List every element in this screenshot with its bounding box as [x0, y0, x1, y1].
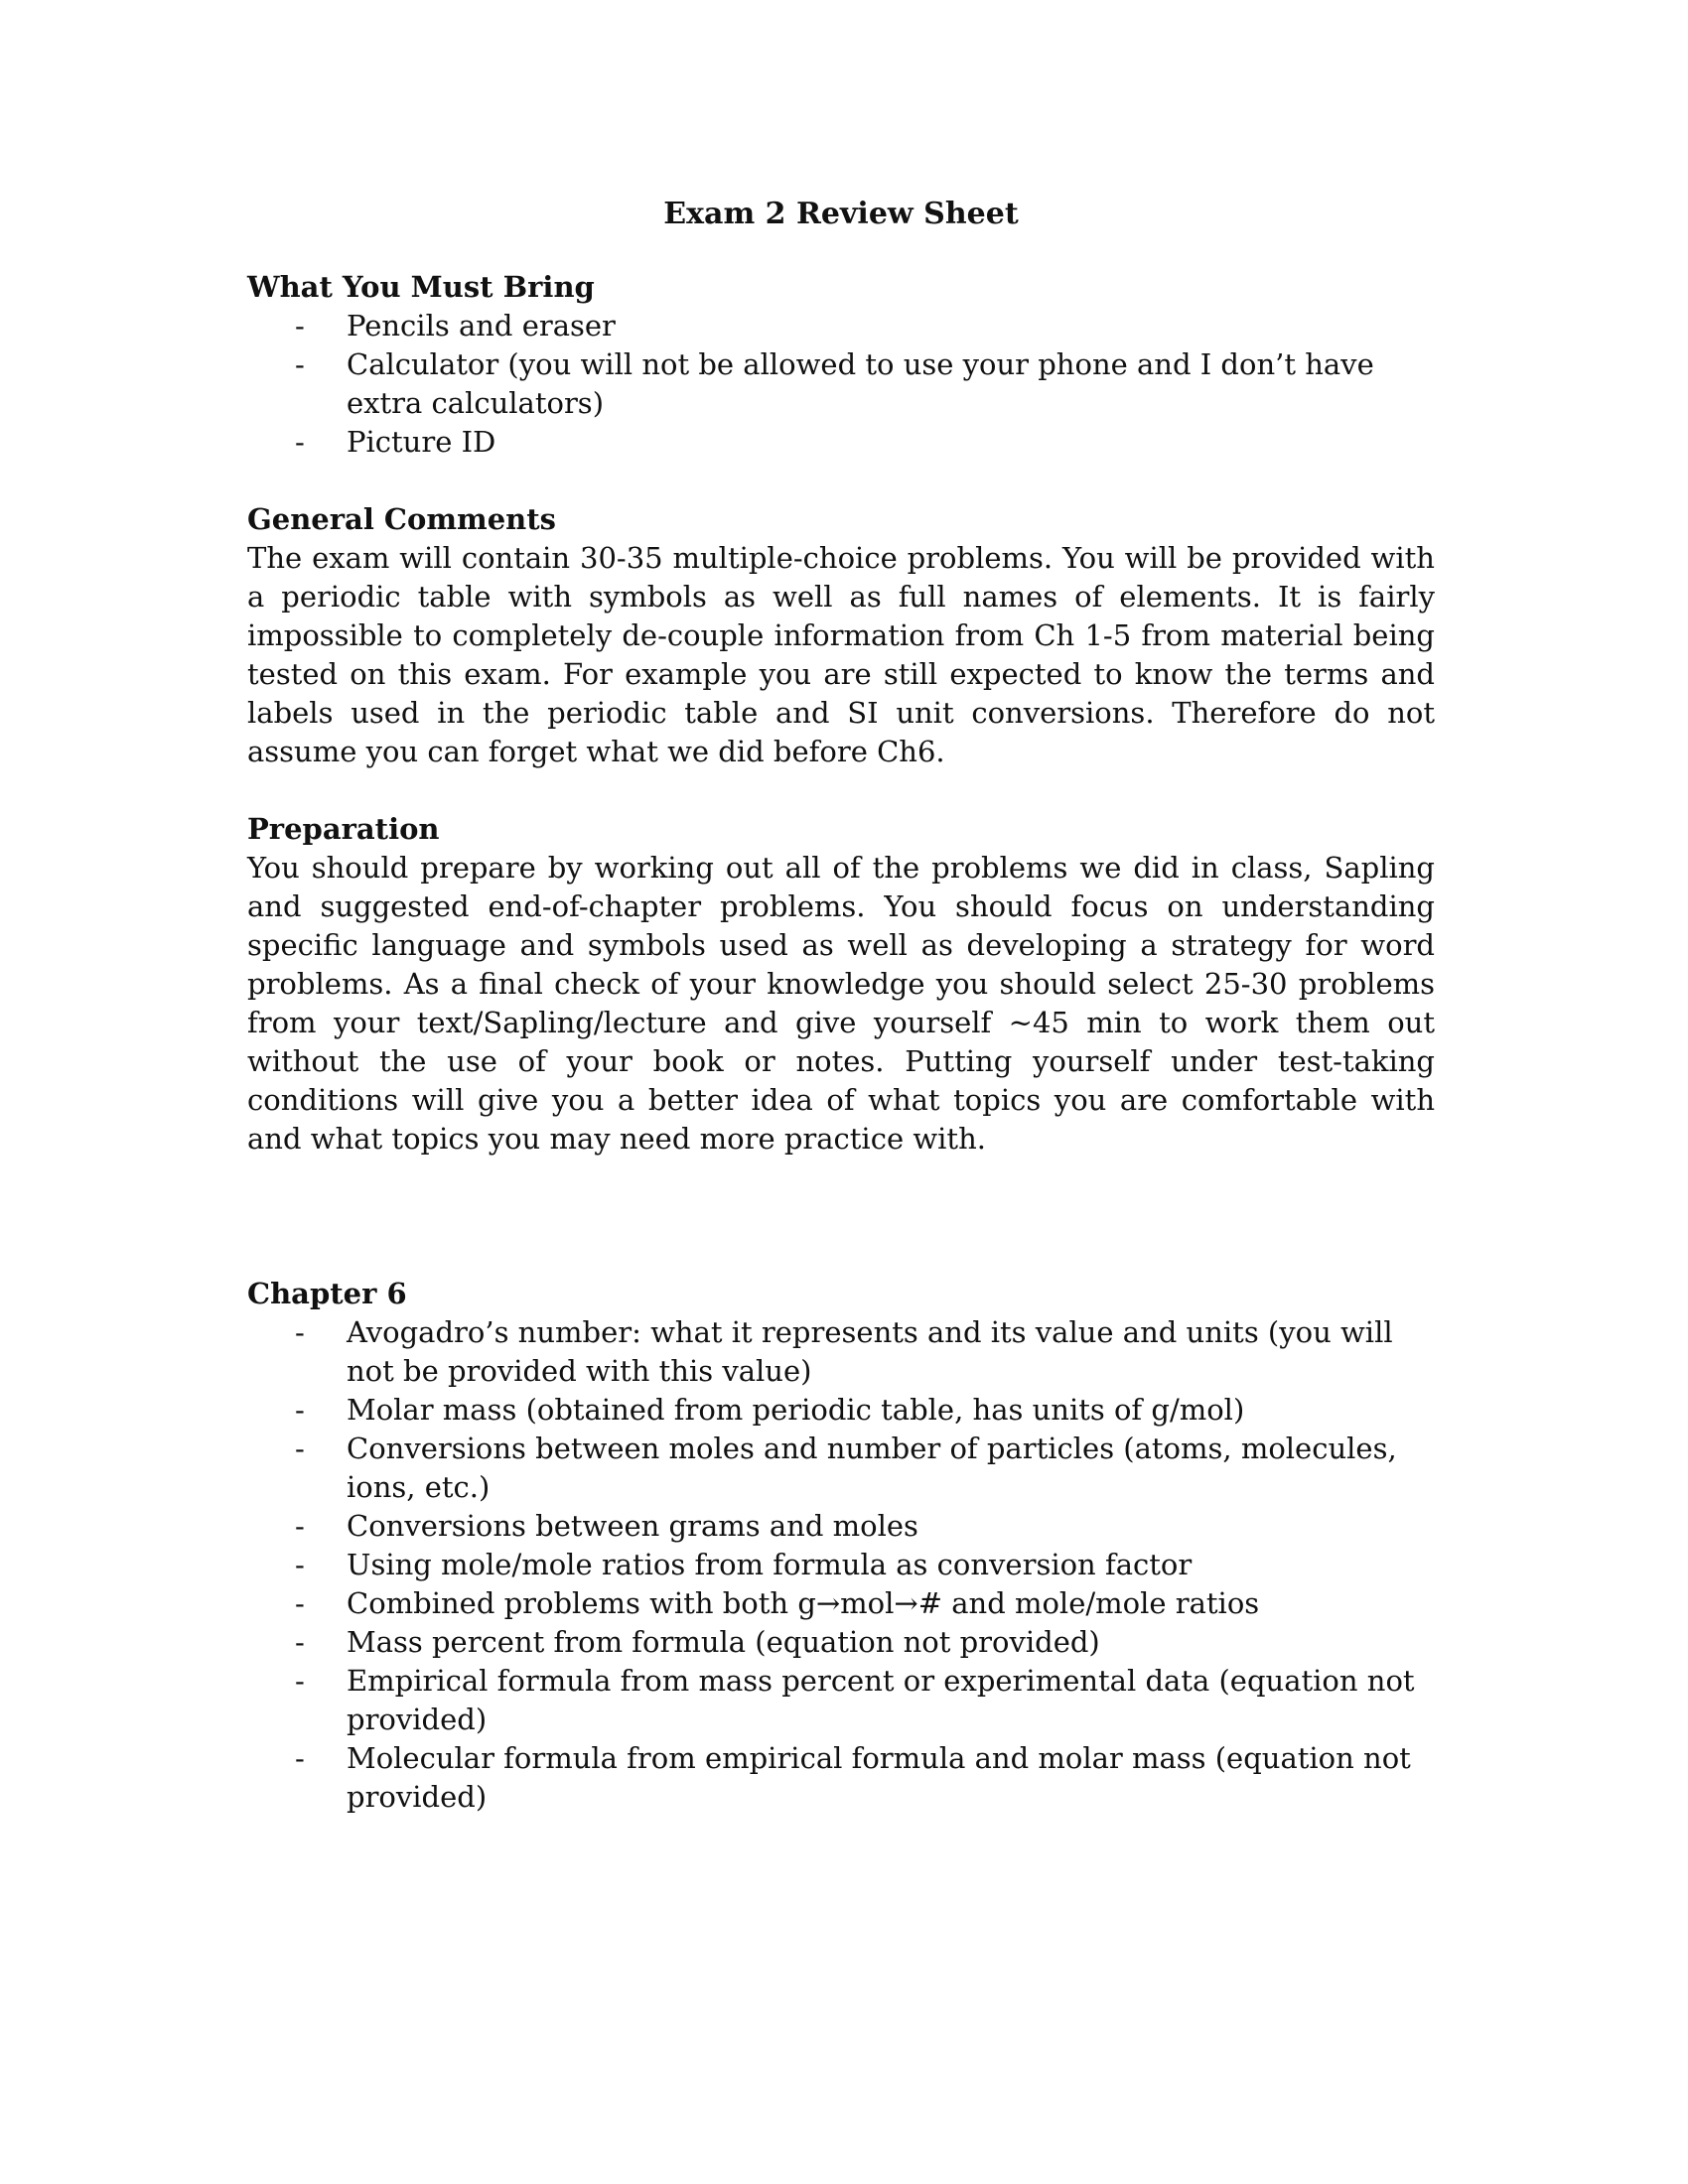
list-item-text: Empirical formula from mass percent or experimental data (equation not provided) — [347, 1664, 1415, 1736]
list-item-text: Combined problems with both g→mol→# and mole/mole ratios — [347, 1586, 1260, 1620]
section-heading-bring: What You Must Bring — [247, 270, 595, 304]
list-item-text: Picture ID — [347, 425, 496, 459]
bullet-dash: - — [295, 309, 305, 342]
bullet-dash: - — [295, 1432, 305, 1465]
bullet-dash: - — [295, 1586, 305, 1620]
list-item-text: Using mole/mole ratios from formula as conversion factor — [347, 1548, 1193, 1581]
bullet-dash: - — [295, 425, 305, 459]
list-item — [247, 1662, 1435, 1739]
list-item-text: Molar mass (obtained from periodic table, has units of g/mol) — [347, 1393, 1245, 1427]
section-general-comments — [247, 500, 1435, 771]
section-heading-preparation: Preparation — [247, 812, 440, 846]
preparation-text: You should prepare by working out all of the problems we did in class, Sapling and suggested end-of-chapter problems. You should focus on understanding specific language and symbols used as well as developing a strategy for word problems. As a final check of your knowledge you should select 25-30 problems from your text/Sapling/lecture and give yourself ~45 min to work them out without the use of your book or notes. Putting yourself under test-taking conditions will give you a better idea of what topics you are comfortable with and what topics you may need more practice with. — [247, 851, 1435, 1156]
list-item-text: Conversions between grams and moles — [347, 1509, 918, 1543]
section-preparation — [247, 810, 1435, 1159]
general-comments-text: The exam will contain 30-35 multiple-choice problems. You will be provided with a periodic table with symbols as well as full names of elements. It is fairly impossible to completely de-couple information from Ch 1-5 from material being tested on this exam. For example you are still expected to know the terms and labels used in the periodic table and SI unit conversions. Therefore do not assume you can forget what we did before Ch6. — [247, 541, 1435, 768]
page-title: Exam 2 Review Sheet — [663, 197, 1019, 231]
list-item-text: Molecular formula from empirical formula and molar mass (equation not provided) — [347, 1741, 1411, 1814]
bullet-dash: - — [295, 1625, 305, 1659]
bullet-dash: - — [295, 347, 305, 381]
list-item — [247, 307, 1435, 345]
list-item-text: Avogadro’s number: what it represents and its value and units (you will not be provided with this value) — [347, 1315, 1393, 1388]
list-item — [247, 1313, 1435, 1391]
document-page — [247, 195, 1435, 1817]
list-item — [247, 1623, 1435, 1662]
bring-list — [247, 307, 1435, 462]
list-item — [247, 1546, 1435, 1584]
list-item-text: Pencils and eraser — [347, 309, 616, 342]
section-heading-chapter-6: Chapter 6 — [247, 1277, 407, 1310]
section-what-to-bring — [247, 268, 1435, 462]
list-item — [247, 345, 1435, 423]
spacer — [247, 1159, 1435, 1275]
list-item-text: Calculator (you will not be allowed to use your phone and I don’t have extra calculators) — [347, 347, 1374, 420]
list-item — [247, 1391, 1435, 1430]
list-item-text: Mass percent from formula (equation not provided) — [347, 1625, 1100, 1659]
list-item — [247, 423, 1435, 462]
spacer — [247, 462, 1435, 500]
bullet-dash: - — [295, 1664, 305, 1698]
list-item — [247, 1739, 1435, 1817]
list-item — [247, 1430, 1435, 1507]
section-heading-general: General Comments — [247, 502, 556, 536]
bullet-dash: - — [295, 1315, 305, 1349]
bullet-dash: - — [295, 1548, 305, 1581]
list-item — [247, 1507, 1435, 1546]
spacer — [247, 771, 1435, 810]
bullet-dash: - — [295, 1509, 305, 1543]
list-item-text: Conversions between moles and number of particles (atoms, molecules, ions, etc.) — [347, 1432, 1397, 1504]
chapter-6-list — [247, 1313, 1435, 1817]
section-chapter-6 — [247, 1275, 1435, 1817]
bullet-dash: - — [295, 1741, 305, 1775]
bullet-dash: - — [295, 1393, 305, 1427]
list-item — [247, 1584, 1435, 1623]
